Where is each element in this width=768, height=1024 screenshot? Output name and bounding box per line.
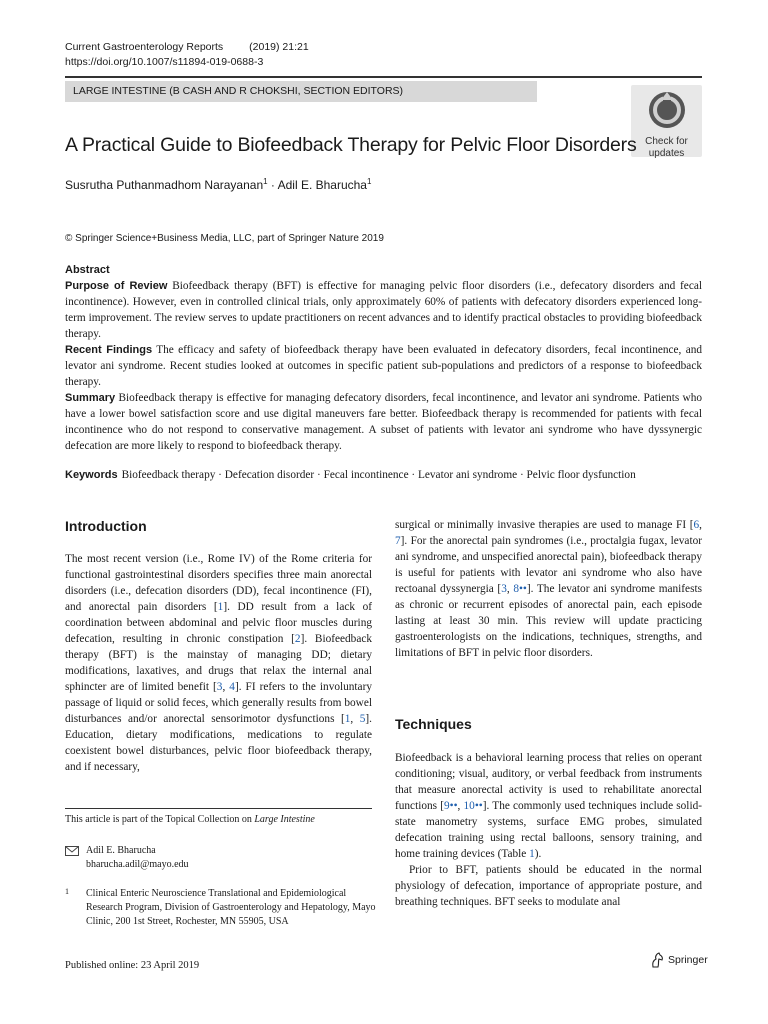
article-title: A Practical Guide to Biofeedback Therapy for Pelvic Floor Disorders: [65, 134, 637, 156]
author-affiliation-mark: 1: [263, 177, 268, 186]
abstract-summary: [65, 390, 702, 454]
author-list: [65, 177, 371, 192]
abstract-heading: Abstract: [65, 264, 110, 276]
author-separator: ·: [267, 178, 278, 192]
abstract-purpose: [65, 278, 702, 342]
text-run: The most recent version (i.e., Rome IV) of the Rome criteria for functional gastrointestinal disorders specifies three main anorectal disorders (i.e., defecation disorders (DD), fecal incontinence (FI), and anorectal pain disorders [: [65, 553, 372, 613]
text-run: surgical or minimally invasive therapies are used to manage FI [: [395, 519, 694, 531]
summary-text: Biofeedback therapy is effective for managing defecatory disorders, fecal incontinence, and levator ani syndrome. Patients who have a lower bowel satisfaction score and use digital maneuvers fare better. Biofeedback therapy is recommended for patients with fecal incontinence who do not respond to conservative management. A subset of patients with levator ani syndrome who have dyssynergic defecation are more likely to respond to biofeedback therapy.: [65, 392, 702, 452]
text-run: ,: [350, 713, 360, 725]
contact-email[interactable]: bharucha.adil@mayo.edu: [86, 859, 189, 870]
keywords-text: Biofeedback therapy · Defecation disorder · Fecal incontinence · Levator ani syndrome · Pelvic floor dysfunction: [121, 469, 636, 481]
citation-link[interactable]: 3: [501, 583, 507, 595]
text-run: ]. Education, dietary modifications, medications to regulate coexistent bowel disturbances, pelvic floor biofeedback therapy, and if necessary,: [65, 713, 372, 773]
citation-link[interactable]: 9••: [443, 800, 458, 812]
footnote-rule: [65, 808, 372, 809]
citation-link[interactable]: 6: [693, 519, 700, 531]
citation-link[interactable]: 3: [216, 681, 223, 693]
contact-name: Adil E. Bharucha: [86, 845, 156, 856]
citation-link[interactable]: 2: [294, 633, 301, 645]
publisher-name: Springer: [668, 954, 708, 966]
text-run: Biofeedback is a behavioral learning process that relies on operant conditioning; visual, auditory, or verbal feedback from instruments that measure anorectal activity is used to rehabilitate anorectal functions [: [395, 752, 702, 812]
journal-year-issue: (2019) 21:21: [249, 41, 309, 53]
citation-link[interactable]: 1: [217, 601, 224, 613]
citation-link[interactable]: 10••: [463, 800, 483, 812]
author-name[interactable]: Adil E. Bharucha: [277, 178, 367, 192]
citation-link[interactable]: 8••: [513, 583, 527, 595]
keywords-label: Keywords: [65, 469, 118, 481]
table-link[interactable]: 1: [529, 848, 535, 860]
badge-line-1: Check for: [645, 136, 688, 147]
springer-logo: [650, 952, 708, 968]
findings-label: Recent Findings: [65, 344, 153, 356]
section-banner: LARGE INTESTINE (B CASH AND R CHOKSHI, SECTION EDITORS): [65, 81, 537, 102]
text-run: ,: [222, 681, 230, 693]
text-run: ]. The commonly used techniques include solid-state manometry systems, surface EMG probes, simulated defecation training using rectal balloons, sensory training, and home training devices (Table: [395, 800, 702, 860]
text-run: ]. For the anorectal pain syndromes (i.e., proctalgia fugax, levator ani syndrome, and unspecified anorectal pain), biofeedback therapy is useful for patients with levator ani syndrome who also have rectoanal dyssynergia [: [395, 535, 702, 595]
introduction-text: [65, 551, 372, 775]
purpose-label: Purpose of Review: [65, 280, 168, 292]
purpose-text: Biofeedback therapy (BFT) is effective for managing pelvic floor disorders (i.e., defecatory disorders and fecal incontinence). However, even in controlled clinical trials, only approximately 60% of patients with defecatory disorders experienced long-term improvement. The review serves to update practitioners on recent advances and to identify practical obstacles to providing biofeedback therapy.: [65, 280, 702, 340]
mail-icon: [65, 846, 79, 856]
affiliation-text: Clinical Enteric Neuroscience Translational and Epidemiological Research Program, Division of Gastroenterology and Hepatology, Mayo Clinic, 200 1st Street, Rochester, MN 55905, USA: [86, 888, 376, 927]
findings-text: The efficacy and safety of biofeedback therapy have been evaluated in defecatory disorders, fecal incontinence, and levator ani syndrome. Recent studies looked at outcomes in specific patient sub-populations and predictors of a response to biofeedback therapy.: [65, 344, 703, 388]
check-updates-icon: [647, 90, 687, 130]
affiliation-number: 1: [65, 887, 69, 896]
text-run: ,: [506, 583, 514, 595]
keywords-line: [65, 469, 705, 481]
introduction-continued: [395, 517, 702, 661]
techniques-text: [395, 750, 702, 910]
text-run: This article is part of the Topical Collection on: [65, 814, 255, 825]
summary-label: Summary: [65, 392, 116, 404]
copyright-notice: © Springer Science+Business Media, LLC, part of Springer Nature 2019: [65, 233, 384, 244]
published-date: Published online: 23 April 2019: [65, 960, 200, 971]
topical-collection-note: [65, 814, 315, 825]
text-run: ]. FI refers to the involuntary passage of liquid or solid feces, which generally results from bowel disturbances and/or anorectal sensorimotor dysfunctions [: [65, 681, 372, 725]
techniques-paragraph-2: Prior to BFT, patients should be educated in the normal physiology of defecation, importance of appropriate posture, and breathing techniques. BFT seeks to modulate anal: [395, 864, 702, 908]
citation-link[interactable]: 4: [229, 681, 235, 693]
text-run: ]. DD result from a lack of coordination between abdominal and pelvic floor muscles during defecation, resulting in chronic constipation [: [65, 601, 372, 645]
doi-link[interactable]: https://doi.org/10.1007/s11894-019-0688-3: [65, 56, 264, 68]
journal-name: Current Gastroenterology Reports: [65, 41, 224, 53]
citation-link[interactable]: 1: [344, 713, 351, 725]
topical-collection-name: Large Intestine: [254, 814, 315, 825]
text-run: ).: [534, 848, 542, 860]
author-name[interactable]: Susrutha Puthanmadhom Narayanan: [65, 178, 264, 192]
citation-link[interactable]: 7: [395, 535, 401, 547]
abstract-section: [65, 262, 702, 454]
author-affiliation-mark: 1: [366, 177, 372, 186]
corresponding-author: [86, 844, 189, 872]
techniques-heading: Techniques: [395, 716, 472, 732]
header-rule: [65, 76, 702, 78]
journal-header: [65, 41, 309, 53]
springer-horse-icon: [650, 952, 664, 968]
introduction-heading: Introduction: [65, 518, 147, 534]
citation-link[interactable]: 5: [359, 713, 366, 725]
text-run: ]. The levator ani syndrome manifests as chronic or recurrent episodes of anorectal pain, each episode lasting at least 30 min. This review will update practicing gastroenterologists on the indications, techniques, strengths, and limitations of BFT in pelvic floor disorders.: [395, 583, 702, 659]
abstract-findings: [65, 342, 702, 390]
text-run: ]. Biofeedback therapy (BFT) is the mainstay of managing DD; dietary modifications, laxatives, and drugs that relax the internal anal sphincter are of limited benefit [: [65, 633, 373, 693]
text-run: ,: [699, 519, 702, 531]
text-run: ,: [457, 800, 464, 812]
badge-line-2: updates: [648, 148, 685, 159]
check-for-updates-badge[interactable]: [631, 85, 702, 157]
